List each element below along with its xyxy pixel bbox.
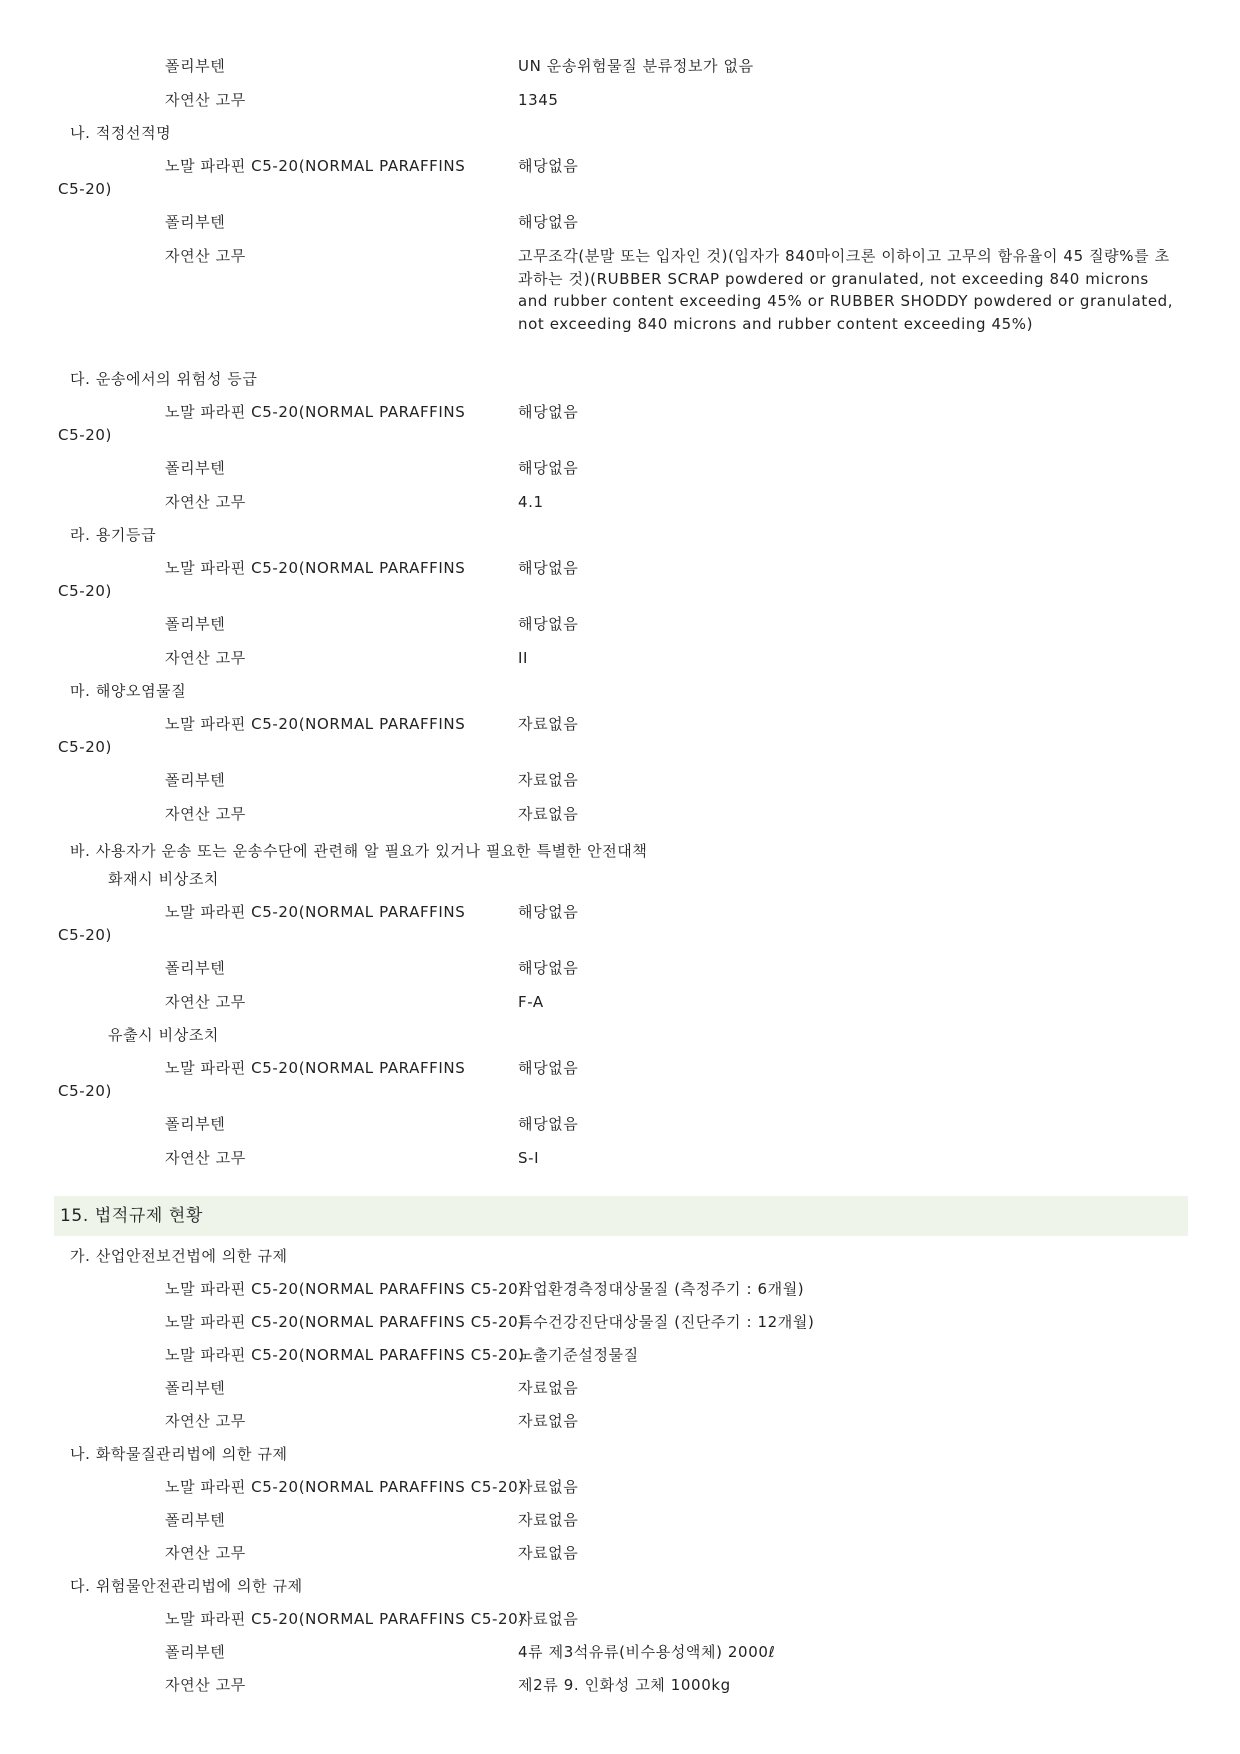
rubber-fire-value: F-A: [518, 993, 544, 1011]
rubber-label: 자연산 고무: [165, 1544, 246, 1562]
rubber-label: 자연산 고무: [165, 493, 246, 511]
polybutene-fire-value: 해당없음: [518, 959, 579, 977]
paraffin-pack-value: 해당없음: [518, 559, 579, 577]
paraffin-spill-value: 해당없음: [518, 1059, 579, 1077]
rubber-class-value: 4.1: [518, 493, 544, 511]
paraffin-osh-value-1: 작업환경측정대상물질 (측정주기 : 6개월): [518, 1280, 805, 1298]
paraffin-label-wrap: C5-20): [58, 426, 112, 444]
paraffin-label: 노말 파라핀 C5-20(NORMAL PARAFFINS: [165, 903, 466, 921]
special-precautions-heading: 바. 사용자가 운송 또는 운송수단에 관련해 알 필요가 있거나 필요한 특별한 안전대책: [70, 842, 648, 860]
polybutene-chem-value: 자료없음: [518, 1511, 579, 1529]
rubber-label: 자연산 고무: [165, 91, 246, 109]
polybutene-danger-value: 4류 제3석유류(비수용성액체) 2000ℓ: [518, 1643, 776, 1661]
polybutene-label: 폴리부텐: [165, 1643, 226, 1661]
rubber-label: 자연산 고무: [165, 1412, 246, 1430]
paraffin-label-wrap: C5-20): [58, 926, 112, 944]
polybutene-pack-value: 해당없음: [518, 615, 579, 633]
paraffin-class-value: 해당없음: [518, 403, 579, 421]
paraffin-name-value: 해당없음: [518, 157, 579, 175]
rubber-marine-value: 자료없음: [518, 805, 579, 823]
polybutene-label: 폴리부텐: [165, 1379, 226, 1397]
hazard-class-heading: 다. 운송에서의 위험성 등급: [70, 370, 258, 388]
paraffin-label-wrap: C5-20): [58, 1082, 112, 1100]
rubber-spill-value: S-I: [518, 1149, 540, 1167]
rubber-un-value: 1345: [518, 91, 559, 109]
polybutene-label: 폴리부텐: [165, 1115, 226, 1133]
paraffin-label: 노말 파라핀 C5-20(NORMAL PARAFFINS: [165, 403, 466, 421]
polybutene-label: 폴리부텐: [165, 57, 226, 75]
rubber-danger-value: 제2류 9. 인화성 고체 1000kg: [518, 1676, 731, 1694]
paraffin-chem-value: 자료없음: [518, 1478, 579, 1496]
polybutene-marine-value: 자료없음: [518, 771, 579, 789]
polybutene-osh-value: 자료없음: [518, 1379, 579, 1397]
polybutene-spill-value: 해당없음: [518, 1115, 579, 1133]
rubber-label: 자연산 고무: [165, 805, 246, 823]
rubber-name-value: 고무조각(분말 또는 입자인 것)(입자가 840마이크론 이하이고 고무의 함유율이 45 질량%를 초과하는 것)(RUBBER SCRAP powdered or granulated, not exceeding 840 microns and rubber content exceeding 45% or RUBBER SHODDY powdered or granulated, not exceeding 840 microns and rubber content exceeding 45%): [518, 247, 1174, 333]
shipping-name-heading: 나. 적정선적명: [70, 124, 172, 142]
chemical-control-heading: 나. 화학물질관리법에 의한 규제: [70, 1445, 288, 1463]
dangerous-goods-heading: 다. 위험물안전관리법에 의한 규제: [70, 1577, 303, 1595]
polybutene-class-value: 해당없음: [518, 459, 579, 477]
packing-group-heading: 라. 용기등급: [70, 526, 157, 544]
osh-act-heading: 가. 산업안전보건법에 의한 규제: [70, 1247, 288, 1265]
rubber-label: 자연산 고무: [165, 1676, 246, 1694]
rubber-label: 자연산 고무: [165, 649, 246, 667]
polybutene-un-value: UN 운송위험물질 분류정보가 없음: [518, 57, 754, 75]
paraffin-label: 노말 파라핀 C5-20(NORMAL PARAFFINS C5-20): [165, 1478, 525, 1496]
polybutene-name-value: 해당없음: [518, 213, 579, 231]
polybutene-label: 폴리부텐: [165, 213, 226, 231]
rubber-label: 자연산 고무: [165, 993, 246, 1011]
rubber-osh-value: 자료없음: [518, 1412, 579, 1430]
rubber-chem-value: 자료없음: [518, 1544, 579, 1562]
paraffin-label: 노말 파라핀 C5-20(NORMAL PARAFFINS C5-20): [165, 1610, 525, 1628]
paraffin-danger-value: 자료없음: [518, 1610, 579, 1628]
paraffin-label-wrap: C5-20): [58, 180, 112, 198]
paraffin-osh-value-2: 특수건강진단대상물질 (진단주기 : 12개월): [518, 1313, 815, 1331]
paraffin-label: 노말 파라핀 C5-20(NORMAL PARAFFINS: [165, 1059, 466, 1077]
rubber-pack-value: II: [518, 649, 529, 667]
spill-emergency-heading: 유출시 비상조치: [108, 1026, 219, 1044]
paraffin-marine-value: 자료없음: [518, 715, 579, 733]
paraffin-osh-value-3: 노출기준설정물질: [518, 1346, 639, 1364]
paraffin-label: 노말 파라핀 C5-20(NORMAL PARAFFINS C5-20): [165, 1346, 525, 1364]
paraffin-label-wrap: C5-20): [58, 738, 112, 756]
polybutene-label: 폴리부텐: [165, 771, 226, 789]
paraffin-label: 노말 파라핀 C5-20(NORMAL PARAFFINS: [165, 715, 466, 733]
section-15-title: 15. 법적규제 현황: [54, 1196, 1188, 1236]
paraffin-label: 노말 파라핀 C5-20(NORMAL PARAFFINS C5-20): [165, 1280, 525, 1298]
rubber-label: 자연산 고무: [165, 247, 246, 265]
fire-emergency-heading: 화재시 비상조치: [108, 870, 219, 888]
paraffin-fire-value: 해당없음: [518, 903, 579, 921]
polybutene-label: 폴리부텐: [165, 459, 226, 477]
polybutene-label: 폴리부텐: [165, 615, 226, 633]
polybutene-label: 폴리부텐: [165, 1511, 226, 1529]
polybutene-label: 폴리부텐: [165, 959, 226, 977]
paraffin-label-wrap: C5-20): [58, 582, 112, 600]
paraffin-label: 노말 파라핀 C5-20(NORMAL PARAFFINS C5-20): [165, 1313, 525, 1331]
marine-pollutant-heading: 마. 해양오염물질: [70, 682, 187, 700]
paraffin-label: 노말 파라핀 C5-20(NORMAL PARAFFINS: [165, 157, 466, 175]
rubber-label: 자연산 고무: [165, 1149, 246, 1167]
paraffin-label: 노말 파라핀 C5-20(NORMAL PARAFFINS: [165, 559, 466, 577]
